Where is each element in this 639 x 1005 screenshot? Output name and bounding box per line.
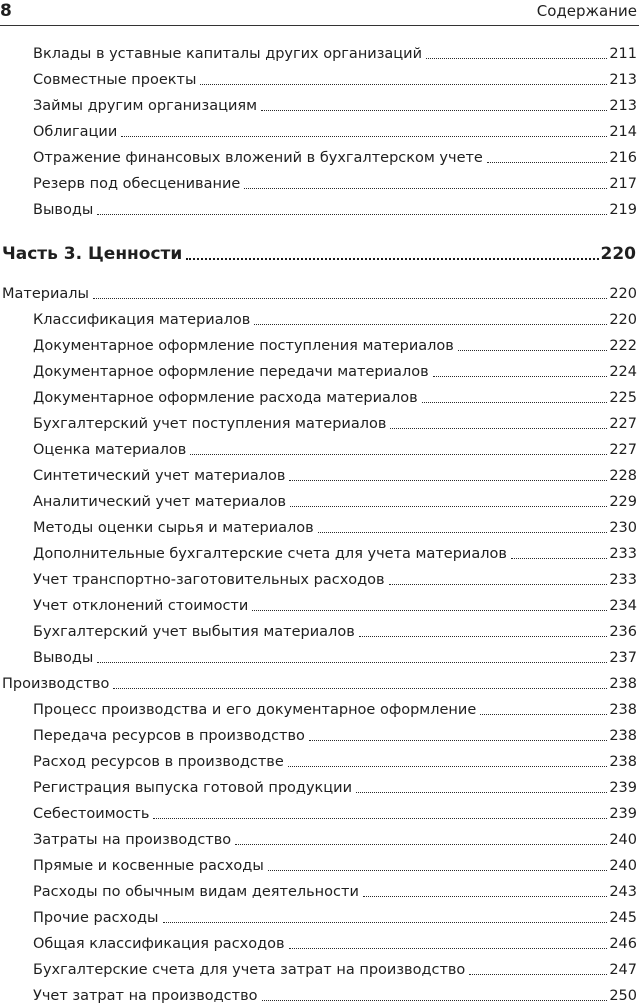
toc-entry-title: Облигации: [33, 124, 118, 140]
toc-entry-title: Материалы: [2, 286, 89, 302]
dot-leader: [93, 298, 607, 299]
toc-section-entry: [33, 193, 637, 219]
toc-entry-title: Бухгалтерский учет выбытия материалов: [33, 624, 355, 640]
toc-entry-title: Прямые и косвенные расходы: [33, 858, 264, 874]
dot-leader: [252, 610, 607, 611]
toc-entry-page: 216: [609, 150, 637, 166]
dot-leader: [289, 948, 608, 949]
toc-section-entry: [33, 745, 637, 771]
toc-entry-title: Производство: [2, 676, 110, 692]
dot-leader: [390, 428, 607, 429]
dot-leader: [356, 792, 607, 793]
toc-entry-page: 211: [609, 46, 637, 62]
toc-entry-title: Затраты на производство: [33, 832, 232, 848]
dot-leader: [254, 324, 607, 325]
toc-entry-title: Документарное оформление передачи материалов: [33, 364, 429, 380]
toc-section-entry: [33, 849, 637, 875]
toc-entry-page: 224: [609, 364, 637, 380]
toc-entry-page: 238: [609, 728, 637, 744]
toc-section-entry: [33, 771, 637, 797]
toc-entry-page: 214: [609, 124, 637, 140]
toc-section-entry: [33, 563, 637, 589]
dot-leader: [289, 480, 607, 481]
toc-section-entry: [33, 329, 637, 355]
toc-section-entry: [33, 485, 637, 511]
toc-section-entry: [33, 797, 637, 823]
toc-entry-title: Общая классификация расходов: [33, 936, 285, 952]
toc-entry-title: Оценка материалов: [33, 442, 187, 458]
toc-chapter-entry: [2, 277, 637, 303]
toc-entry-title: Процесс производства и его документарное оформление: [33, 702, 477, 718]
toc-entry-title: Расходы по обычным видам деятельности: [33, 884, 359, 900]
toc-section-entry: [33, 901, 637, 927]
toc-entry-title: Учет отклонений стоимости: [33, 598, 249, 614]
toc-entry-page: 238: [609, 702, 637, 718]
toc-entry-title: Методы оценки сырья и материалов: [33, 520, 314, 536]
toc-section-entry: [33, 63, 637, 89]
toc-section-entry: [33, 89, 637, 115]
toc-section-entry: [33, 37, 637, 63]
dot-leader: [309, 740, 607, 741]
toc-entry-title: Отражение финансовых вложений в бухгалтерском учете: [33, 150, 483, 166]
toc-entry-title: Совместные проекты: [33, 72, 197, 88]
toc-entry-page: 225: [609, 390, 637, 406]
toc-entry-title: Займы другим организациям: [33, 98, 258, 114]
toc-entry-page: 250: [609, 988, 637, 1004]
toc-entry-title: Регистрация выпуска готовой продукции: [33, 780, 353, 796]
dot-leader: [235, 844, 607, 845]
dot-leader: [480, 714, 607, 715]
dot-leader: [186, 258, 598, 260]
toc-section-entry: [33, 719, 637, 745]
toc-section-entry: [33, 953, 637, 979]
toc-entry-title: Себестоимость: [33, 806, 150, 822]
toc-section-entry: [33, 167, 637, 193]
toc-section-entry: [33, 641, 637, 667]
toc-entry-title: Учет затрат на производство: [33, 988, 258, 1004]
toc-entry-title: Часть 3. Ценности: [2, 244, 183, 264]
toc-entry-page: 220: [609, 286, 637, 302]
dot-leader: [511, 558, 607, 559]
running-title: Содержание: [536, 2, 637, 20]
toc-section-entry: [33, 433, 637, 459]
toc-section-entry: [33, 355, 637, 381]
dot-leader: [487, 162, 607, 163]
toc-entry-page: 227: [609, 442, 637, 458]
toc-entry-title: Вклады в уставные капиталы других организаций: [33, 46, 423, 62]
toc-entry-title: Расход ресурсов в производстве: [33, 754, 284, 770]
toc-entry-page: 220: [600, 244, 636, 264]
toc-entry-page: 217: [609, 176, 637, 192]
toc-entry-title: Документарное оформление поступления материалов: [33, 338, 454, 354]
toc-entry-page: 239: [609, 780, 637, 796]
toc-entry-page: 227: [609, 416, 637, 432]
toc-section-entry: [33, 589, 637, 615]
toc-entry-page: 213: [609, 72, 637, 88]
toc-entry-title: Бухгалтерский учет поступления материалов: [33, 416, 387, 432]
toc-chapter-entry: [2, 667, 637, 693]
toc-section-entry: [33, 823, 637, 849]
toc-entry-title: Синтетический учет материалов: [33, 468, 286, 484]
dot-leader: [363, 896, 607, 897]
toc-entry-page: 247: [609, 962, 637, 978]
toc-section-entry: [33, 303, 637, 329]
dot-leader: [469, 974, 607, 975]
dot-leader: [244, 188, 607, 189]
toc-entry-page: 233: [609, 546, 637, 562]
dot-leader: [458, 350, 607, 351]
toc-section-entry: [33, 875, 637, 901]
dot-leader: [268, 870, 608, 871]
toc-entry-title: Передача ресурсов в производство: [33, 728, 305, 744]
toc-entry-page: 239: [609, 806, 637, 822]
toc-section-entry: [33, 381, 637, 407]
dot-leader: [288, 766, 608, 767]
toc-section-entry: [33, 927, 637, 953]
page-number: 8: [0, 1, 12, 21]
dot-leader: [97, 662, 607, 663]
toc-entry-page: 243: [609, 884, 637, 900]
toc-entry-page: 245: [609, 910, 637, 926]
toc-entry-page: 237: [609, 650, 637, 666]
toc-entry-title: Выводы: [33, 650, 94, 666]
toc-entry-page: 213: [609, 98, 637, 114]
toc-entry-title: Документарное оформление расхода материалов: [33, 390, 418, 406]
toc-entry-title: Выводы: [33, 202, 94, 218]
toc-section-entry: [33, 979, 637, 1005]
dot-leader: [422, 402, 608, 403]
toc-entry-page: 228: [609, 468, 637, 484]
toc-entry-page: 219: [609, 202, 637, 218]
toc-entry-page: 240: [609, 858, 637, 874]
toc-section-entry: [33, 141, 637, 167]
toc-entry-page: 220: [609, 312, 637, 328]
toc-entry-title: Аналитический учет материалов: [33, 494, 287, 510]
dot-leader: [318, 532, 608, 533]
toc-entry-title: Дополнительные бухгалтерские счета для учета материалов: [33, 546, 507, 562]
dot-leader: [163, 922, 608, 923]
toc-entry-page: 229: [609, 494, 637, 510]
dot-leader: [262, 1000, 608, 1001]
dot-leader: [261, 110, 607, 111]
dot-leader: [426, 58, 607, 59]
dot-leader: [153, 818, 607, 819]
toc-entry-page: 222: [609, 338, 637, 354]
toc-section-entry: [33, 115, 637, 141]
toc-section-entry: [33, 693, 637, 719]
toc-entry-page: 240: [609, 832, 637, 848]
dot-leader: [113, 688, 607, 689]
toc-entry-title: Прочие расходы: [33, 910, 159, 926]
toc-section-entry: [33, 407, 637, 433]
toc-entry-page: 230: [609, 520, 637, 536]
toc-section-entry: [33, 511, 637, 537]
toc-entry-page: 246: [609, 936, 637, 952]
dot-leader: [121, 136, 607, 137]
toc-entry-page: 234: [609, 598, 637, 614]
toc-entry-page: 236: [609, 624, 637, 640]
dot-leader: [190, 454, 607, 455]
dot-leader: [290, 506, 607, 507]
toc-part-heading: [2, 237, 636, 265]
toc-section-entry: [33, 537, 637, 563]
toc-entry-title: Учет транспортно-заготовительных расходов: [33, 572, 385, 588]
dot-leader: [359, 636, 608, 637]
toc-entry-page: 233: [609, 572, 637, 588]
toc-entry-page: 238: [609, 676, 637, 692]
toc-entry-page: 238: [609, 754, 637, 770]
toc-section-entry: [33, 615, 637, 641]
toc-entry-title: Классификация материалов: [33, 312, 251, 328]
toc-entry-title: Бухгалтерские счета для учета затрат на производство: [33, 962, 466, 978]
toc-entry-title: Резерв под обесценивание: [33, 176, 241, 192]
dot-leader: [389, 584, 608, 585]
dot-leader: [97, 214, 607, 215]
toc-section-entry: [33, 459, 637, 485]
dot-leader: [200, 84, 607, 85]
dot-leader: [433, 376, 608, 377]
